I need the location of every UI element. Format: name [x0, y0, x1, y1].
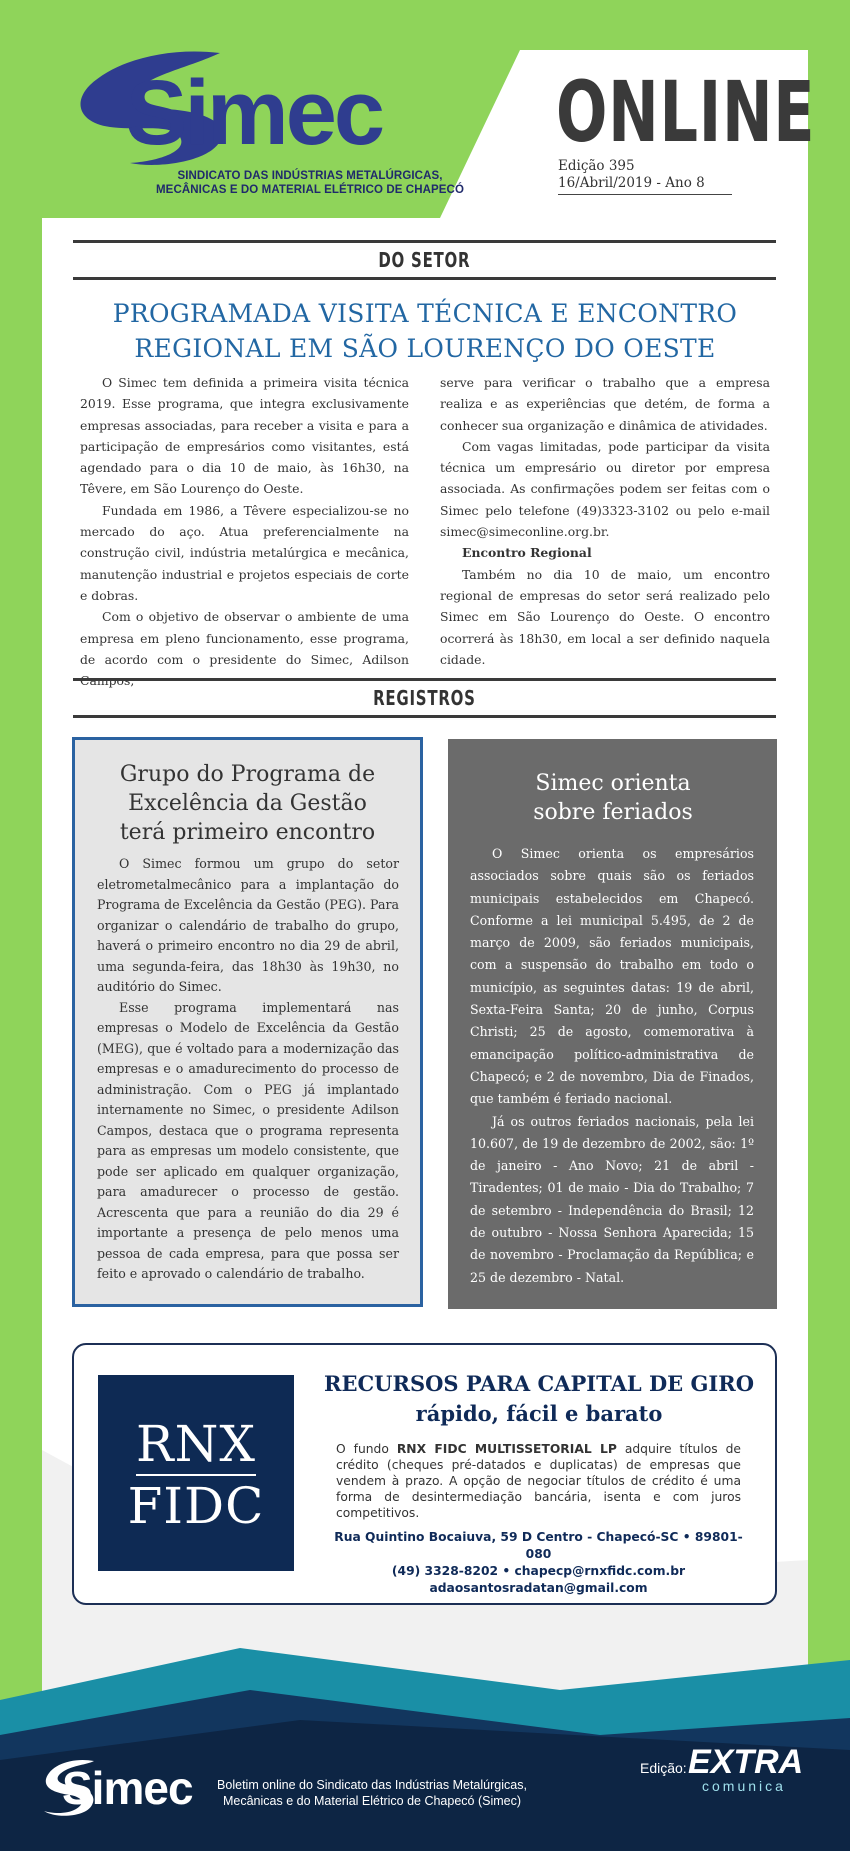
- section-header-registros: REGISTROS: [73, 678, 776, 718]
- paragraph: O Simec tem definida a primeira visita técnica 2019. Esse programa, que integra exclusivamente empresas associadas, para receber a visita e para a participação de empresários como visitantes, está agendado para o dia 10 de maio, às 16h30, na Têvere, em São Lourenço do Oeste.: [80, 375, 409, 497]
- paragraph: serve para verificar o trabalho que a empresa realiza e as experiências que detém, de forma a conhecer sua organização e dinâmica de atividades.: [440, 375, 770, 433]
- advertisement-rnx: [72, 1343, 777, 1605]
- paragraph: Já os outros feriados nacionais, pela lei 10.607, de 19 de dezembro de 2002, são: 1º de janeiro - Ano Novo; 21 de abril - Tiradentes; 01 de maio - Dia do Trabalho; 7 de setembro - Independência do Brasil; 12 de outubro - Nossa Senhora Aparecida; 15 de novembro - Proclamação da República; e 25 de dezembro - Natal.: [470, 1113, 754, 1285]
- simec-logo: [70, 45, 464, 205]
- ad-phone-email[interactable]: (49) 3328-8202 • chapecp@rnxfidc.com.br: [391, 1564, 686, 1578]
- ad-title: RECURSOS PARA CAPITAL DE GIRO rápido, fácil e barato: [324, 1371, 754, 1426]
- box-body: [97, 854, 399, 1285]
- paragraph: Também no dia 10 de maio, um encontro regional de empresas do setor será realizado pelo Simec em São Lourenço do Oeste. O encontro ocorrerá às 18h30, em local a ser definido naquela cidade.: [440, 566, 770, 667]
- box-title: Simec orienta sobre feriados: [533, 771, 693, 825]
- edition-date: 16/Abril/2019 - Ano 8: [558, 175, 705, 191]
- section-header-do-setor: DO SETOR: [73, 240, 776, 280]
- extra-comunica-logo: EXTRA comunica: [688, 1743, 804, 1794]
- box-body: [470, 843, 754, 1289]
- article-column-right: [440, 372, 770, 670]
- footer-wordmark: Simec: [62, 1762, 193, 1814]
- paragraph: Esse programa implementará nas empresas o Modelo de Excelência da Gestão (MEG), que é voltado para a modernização das empresas e o amadurecimento do processo de administração. Com o PEG já implantado internamente no Simec, o presidente Adilson Campos, destaca que o programa representa para as empresas um modelo consistente, que pode ser aplicado em qualquer organização, para amadurecer o processo de gestão. Acrescenta que para a reunião do dia 29 é importante a presença de pelo menos uma pessoa de cada empresa, para que possa ser feito e aprovado o calendário de trabalho.: [97, 999, 399, 1281]
- edicao-label: Edição:: [640, 1760, 687, 1776]
- article-title: PROGRAMADA VISITA TÉCNICA E ENCONTRO REGIONAL EM SÃO LOURENÇO DO OESTE: [112, 299, 738, 363]
- article-column-left: [80, 372, 409, 691]
- paragraph: Com vagas limitadas, pode participar da visita técnica um empresário ou diretor por empresa associada. As confirmações podem ser feitas com o Simec pelo telefone (49)3323-3102 ou pelo e-mail simec@simeconline.org.br.: [440, 438, 770, 540]
- simec-wordmark: Simec: [126, 62, 383, 164]
- news-box-peg: [72, 737, 423, 1307]
- online-title: ONLINE: [556, 63, 816, 161]
- subheading: Encontro Regional: [462, 545, 592, 561]
- simec-logo-subtitle: SINDICATO DAS INDÚSTRIAS METALÚRGICAS, MECÂNICAS E DO MATERIAL ELÉTRICO DE CHAPECÓ: [156, 170, 464, 196]
- paragraph: Fundada em 1986, a Têvere especializou-se no mercado do aço. Atua preferencialmente na construção civil, indústria metalúrgica e mecânica, manutenção industrial e projetos especiais de corte e dobras.: [80, 502, 409, 603]
- box-title: Grupo do Programa de Excelência da Gestão terá primeiro encontro: [119, 762, 376, 845]
- paragraph: O Simec formou um grupo do setor eletrometalmecânico para a implantação do Programa de Excelência da Gestão (PEG). Para organizar o calendário de trabalho do grupo, haverá o primeiro encontro no dia 29 de abril, uma segunda-feira, das 18h30 às 19h30, no auditório do Simec.: [97, 856, 399, 994]
- news-box-feriados: [448, 739, 777, 1309]
- rnx-fidc-logo: RNX FIDC: [98, 1375, 294, 1571]
- edition-info: [558, 158, 732, 195]
- edition-number: Edição 395: [558, 158, 635, 174]
- ad-description: O fundo RNX FIDC MULTISSETORIAL LP adquire títulos de crédito (cheques pré-datados e duplicatas) de empresas que vendem à prazo. A opção de negociar títulos de crédito é uma forma de desintermediação bancária, isenta e com juros competitivos.: [336, 1442, 741, 1520]
- footer-simec-logo: [42, 1755, 202, 1819]
- footer-text: Boletim online do Sindicato das Indústrias Metalúrgicas, Mecânicas e do Material Elétrico de Chapecó (Simec): [217, 1778, 527, 1808]
- ad-address: Rua Quintino Bocaiuva, 59 D Centro - Chapecó-SC • 89801-080: [334, 1530, 743, 1561]
- ad-contact: [326, 1529, 751, 1597]
- paragraph: Com o objetivo de observar o ambiente de uma empresa em pleno funcionamento, esse programa, de acordo com o presidente do Simec, Adilson Campos,: [80, 609, 409, 689]
- ad-email[interactable]: adaosantosradatan@gmail.com: [429, 1581, 648, 1595]
- paragraph: O Simec orienta os empresários associados sobre quais são os feriados municipais estabelecidos em Chapecó. Conforme a lei municipal 5.495, de 2 de março de 2009, são feriados municipais, com a suspensão do trabalho em todo o município, as seguintes datas: 19 de abril, Sexta-Feira Santa; 20 de junho, Corpus Christi; 25 de agosto, comemorativa à emancipação político-administrativa de Chapecó; e 2 de novembro, Dia de Finados, que também é feriado nacional.: [470, 846, 754, 1107]
